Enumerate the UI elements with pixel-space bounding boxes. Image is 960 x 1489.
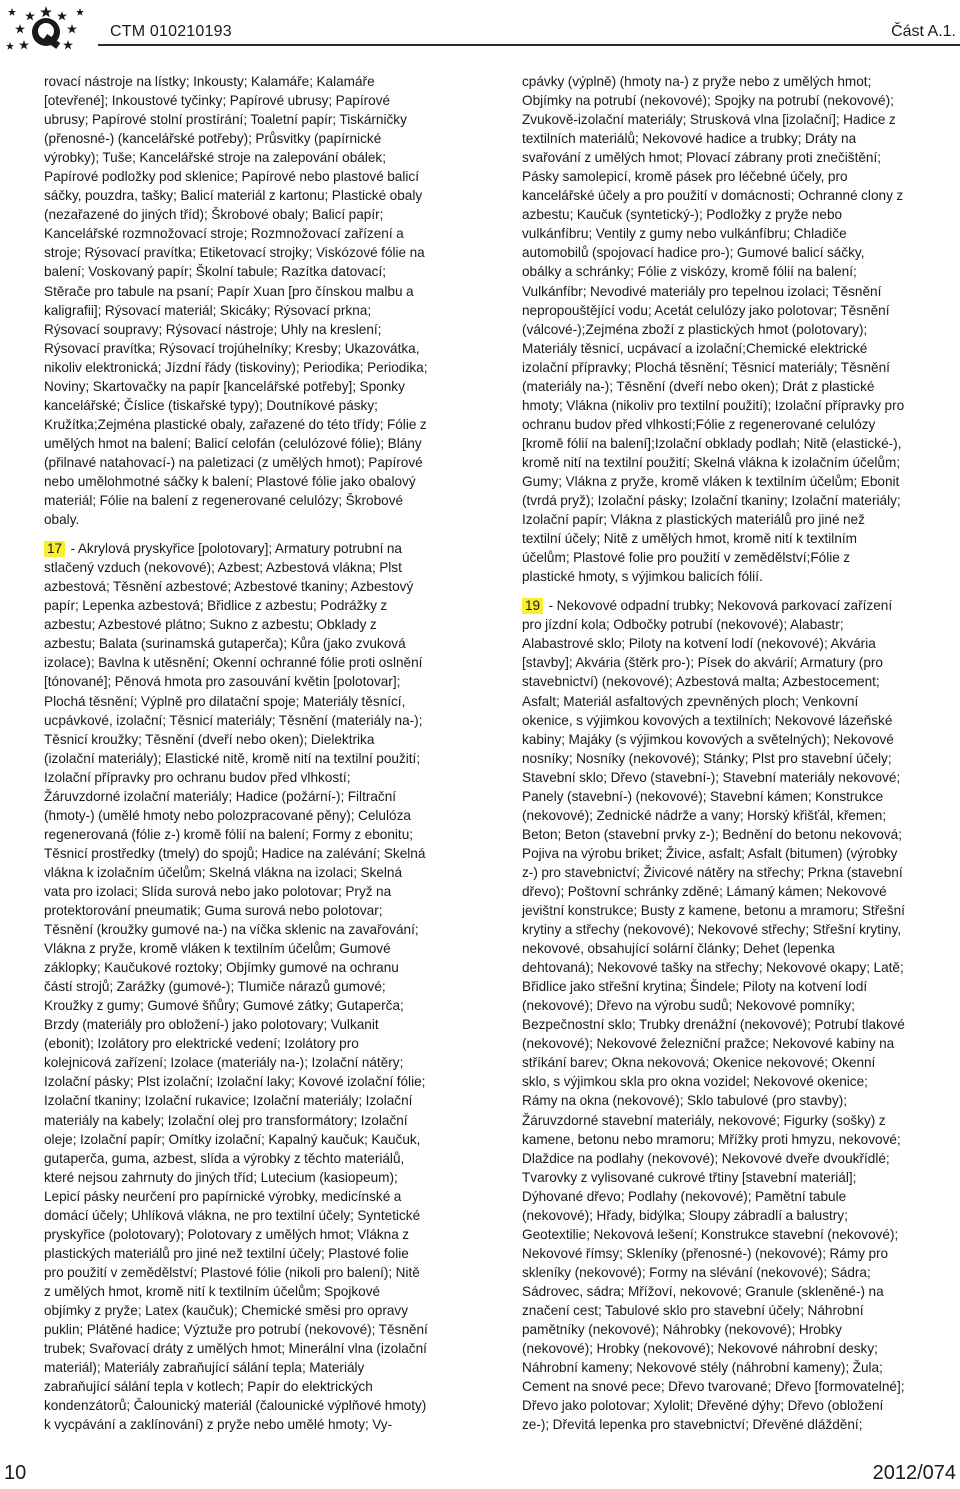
right-column	[522, 72, 906, 1434]
bulletin-issue: 2012/074	[872, 1462, 956, 1484]
class-16-continuation: rovací nástroje na lístky; Inkousty; Kalamáře; Kalamáře [otevřené]; Inkoustové tyčinky; Papírové ubrusy; Papírové ubrusy; Papírové stolní prostírání; Toaletní papír; Tiskárničky (přenosné-) (kancelářské potřeby); Průsvitky (papírnické výrobky); Tuše; Kancelářské stroje na zalepování obálek; Papírové podložky pod sklenice; Papírové nebo plastové balicí sáčky, pouzdra, tašky; Balicí materiál z kartonu; Plastické obaly (nezařazené do jiných tříd); Škrobové obaly; Balicí papír; Kancelářské rozmnožovací stroje; Rozmnožovací zařízení a stroje; Rýsovací pravítka; Etiketovací strojky; Viskózové fólie na balení; Voskovaný papír; Školní tabule; Razítka datovací; Stěrače pro tabule na psaní; Papír Xuan [pro čínskou malbu a kaligrafii]; Rýsovací materiál; Skicáky; Rýsovací prkna; Rýsovací soupravy; Rýsovací nástroje; Uhly na kreslení; Rýsovací pravítka; Rýsovací trojúhelníky; Kresby; Ukazovátka, nikoliv elektronická; Jízdní řády (tiskoviny); Periodika; Periodika; Noviny; Skartovačky na papír [kancelářské potřeby]; Sponky kancelářské; Číslice (tiskařské typy); Doutníkové pásky; Kružítka;Zejména plastické obaly, zařazené do této třídy; Fólie z umělých hmot na balení; Balicí celofán (celulózové fólie); Blány (přilnavé natahovací-) na paletizaci (z umělých hmot); Papírové nebo umělohmotné sáčky k balení; Plastové fólie jako obalový materiál; Fólie na balení z regenerované celulózy; Škrobové obaly.	[44, 74, 428, 528]
class-17-entry	[44, 539, 428, 1434]
class-17-text: - Akrylová pryskyřice [polotovary]; Armatury potrubní na stlačený vzduch (nekovové); Azbest; Azbestová vlákna; Plst azbestová; Těsnění azbestové; Azbestové tkaniny; Azbestový papír; Lepenka azbestová; Břidlice z azbestu; Podrážky z azbestu; Azbestové plátno; Sukno z azbestu; Obklady z azbestu; Balata (surinamská gutaperča); Kůra (jako zvuková izolace); Bavlna k utěsnění; Okenní ochranné fólie proti oslnění [tónované]; Pěnová hmota pro zasouvání květin [polotovar]; Plochá těsnění; Výplně pro dilatační spoje; Materiály těsnící, ucpávkové, izolační; Těsnicí materiály; Těsnění (materiály na-); Těsnicí kroužky; Těsnění (dveří nebo oken); Dielektrika (izolační materiály); Elastické nitě, kromě nití na textilní použití; Izolační přípravky pro ochranu budov před vlhkostí; Žáruvzdorné izolační materiály; Hadice (požární-); Filtrační (hmoty-) (umělé hmoty nebo polozpracované pěny); Celulóza regenerovaná (fólie z-) kromě fólií na balení; Formy z ebonitu; Těsnicí prostředky (tmely) do spojů; Hadice na zalévání; Skelná vlákna k izolačním účelům; Skelná vlákna na izolaci; Skelná vata pro izolaci; Slída surová nebo jako polotovar; Pryž na protektorování pneumatik; Guma surová nebo polotovar; Těsnění (kroužky gumové na-) na víčka sklenic na zavařování; Vlákna z pryže, kromě vláken k textilním účelům; Gumové záklopky; Kaučukové roztoky; Objímky gumové na ochranu částí strojů; Zarážky (gumové-); Tlumiče nárazů gumové; Kroužky z gumy; Gumové šňůry; Gumové zátky; Gutaperča; Brzdy (materiály pro obložení-) jako polotovary; Vulkanit (ebonit); Izolátory pro elektrické vedení; Izolátory pro kolejnicová zařízení; Izolace (materiály na-); Izolační nátěry; Izolační pásky; Plst izolační; Izolační laky; Kovové izolační fólie; Izolační tkaniny; Izolační rukavice; Izolační materiály; Izolační materiály na kabely; Izolační olej pro transformátory; Izolační oleje; Izolační papír; Omítky izolační; Kapalný kaučuk; Kaučuk, gutaperča, guma, azbest, slída a výrobky z těchto materiálů, které nejsou zahrnuty do jiných tříd; Lutecium (kasiopeum); Lepicí pásky neurčení pro papírnické výrobky, medicínské a domácí účely; Uhlíková vlákna, ne pro textilní účely; Syntetické pryskyřice (polotovary); Polotovary z umělých hmot; Vlákna z plastických materiálů pro jiné než textilní účely; Plastové folie pro použití v zemědělství; Plastové fólie (nikoli pro balení); Nitě z umělých hmot, kromě nití k textilním účelům; Spojkové objímky z pryže; Latex (kaučuk); Chemické směsi pro opravy puklin; Plátěné hadice; Výztuže pro potrubí (nekovové); Těsnění trubek; Svařovací dráty z umělých hmot; Minerální vlna (izolační materiál); Materiály zabraňující sálání tepla; Materiály zabraňující sálání tepla v kotlech; Papír do elektrických kondenzátorů; Čalounický materiál (čalounické výplňové hmoty) k vycpávání a zaklínování) z pryže nebo umělé hmoty; Vy-	[44, 541, 428, 1433]
header-rule	[98, 44, 960, 46]
ohim-logo-icon	[4, 2, 88, 58]
class-17-continuation: cpávky (výplně) (hmoty na-) z pryže nebo z umělých hmot; Objímky na potrubí (nekovové); Spojky na potrubí (nekovové); Zvukově-izolační materiály; Strusková vlna [izolační]; Hadice z textilních materiálů; Nekovové hadice a trubky; Dráty na svařování z umělých hmot; Plovací zábrany proti znečištění; Pásky samolepicí, kromě pásek pro léčebné účely, pro kancelářské účely a pro použití v domácnosti; Ochranné clony z azbestu; Kaučuk (syntetický-); Podložky z pryže nebo vulkánfíbru; Ventily z gumy nebo vulkánfíbru; Chladiče automobilů (spojovací hadice pro-); Gumové balicí sáčky, obálky a schránky; Fólie z viskózy, kromě fólií na balení; Vulkánfíbr; Nevodivé materiály pro tepelnou izolaci; Těsnění nepropouštějící vodu; Acetát celulózy jako polotovar; Těsnění (válcové-);Zejména zboží z plastických hmot (polotovary); Materiály těsnicí, ucpávací a izolační;Chemické elektrické izolační přípravky; Plochá těsnění; Těsnicí materiály; Těsnění (materiály na-); Těsnění (dveří nebo oken); Drát z plastické hmoty; Vlákna (nikoliv pro textilní použití); Izolační přípravky pro ochranu budov před vlhkostí;Fólie z regenerované celulózy [kromě fólií na balení];Izolační obklady podlah; Nitě (elastické-), kromě nití na textilní použití; Skelná vlákna k izolačním účelům; Gumy; Vlákna z pryže, kromě vláken k textilním účelům; Ebonit (tvrdá pryž); Izolační pásky; Izolační tkaniny; Izolační materiály; Izolační papír; Vlákna z plastických materiálů pro jiné než textilní účely; Nitě z umělých hmot, kromě nití k textilním účelům; Plastové folie pro použití v zemědělství;Fólie z plastické hmoty, s výjimkou balicích fólií.	[522, 74, 905, 585]
class-19-entry	[522, 596, 906, 1434]
page-number: 10	[4, 1462, 27, 1484]
page-header	[0, 0, 960, 64]
class-number-badge: 19	[522, 598, 543, 614]
class-number-badge: 17	[44, 541, 65, 557]
class-19-text: - Nekovové odpadní trubky; Nekovová parkovací zařízení pro jízdní kola; Odbočky potrubí (nekovové); Alabastr; Alabastrové sklo; Piloty na kotvení lodí (nekovové); Akvária [stavby]; Akvária (štěrk pro-); Písek do akvárií; Armatury (pro stavebnictví) (nekovové); Azbestová malta; Azbestocement; Asfalt; Materiál asfaltových zpevněných ploch; Venkovní okenice, s výjimkou kovových a textilních; Nekovové lázeňské kabiny; Majáky (s výjimkou kovových a světelných); Nekovové nosníky; Nosníky (nekovové); Stánky; Plst pro stavební účely; Stavební sklo; Dřevo (stavební-); Stavební materiály nekovové; Panely (stavební-) (nekovové); Stavební kámen; Konstrukce (nekovové); Zednické nádrže a vany; Horský křišťál, křemen; Beton; Beton (stavební prvky z-); Bednění do betonu nekovová; Pojiva na výrobu briket; Živice, asfalt; Asfalt (bitumen) (výrobky z-) pro stavebnictví; Živicové nátěry na střechy; Prkna (stavební dřevo); Poštovní schránky zděné; Lámaný kámen; Nekovové jevištní konstrukce; Busty z kamene, betonu a mramoru; Střešní krytiny a střechy (nekovové); Nekovové střechy; Střešní krytiny, nekovové, obsahující solární články; Dehet (lepenka dehtovaná); Nekovové tašky na střechy; Nekovové okapy; Latě; Břidlice jako střešní krytina; Šindele; Piloty na kotvení lodí (nekovové); Dřevo na výrobu sudů; Nekovové pomníky; Bezpečnostní sklo; Trubky drenážní (nekovové); Potrubí tlakové (nekovové); Nekovové železniční pražce; Nekovové kabiny na stříkání barev; Okna nekovová; Okenice nekovové; Okenní sklo, s výjimkou skla pro okna vozidel; Nekovové okenice; Rámy na okna (nekovové); Sklo tabulové (pro stavby); Žáruvzdorné stavební materiály, nekovové; Figurky (sošky) z kamene, betonu nebo mramoru; Mřížky proti hmyzu, nekovové; Dlaždice na podlahy (nekovové); Nekovové dveře dvoukřídlé; Tvarovky z vylisované cukrové třtiny [stavební materiál]; Dýhované dřevo; Podlahy (nekovové); Pamětní tabule (nekovové); Hřady, bidýlka; Sloupy zábradlí a balustry; Geotextilie; Nekovová lešení; Konstrukce stavební (nekovové); Nekovové římsy; Skleníky (přenosné-) (nekovové); Rámy pro skleníky (nekovové); Formy na slévání (nekovové); Sádra; Sádrovec, sádra; Mřížoví, nekovové; Granule (skleněné-) na značení cest; Tabulové sklo pro stavební účely; Náhrobní pamětníky (nekovové); Náhrobky (nekovové); Hrobky (nekovové); Hrobky (nekovové); Nekovové náhrobní desky; Náhrobní kameny; Nekovové stély (náhrobní kameny); Žula; Cement na snové pece; Dřevo tvarované; Dřevo [formovatelné]; Dřevo jako polotovar; Xylolit; Dřevěné dýhy; Dřevo (obložení ze-); Dřevitá lepenka pro stavebnictví; Dřevěné dláždění;	[522, 598, 905, 1433]
part-label: Část A.1.	[891, 23, 956, 40]
left-column	[44, 72, 428, 1434]
document-number: CTM 010210193	[110, 23, 232, 40]
